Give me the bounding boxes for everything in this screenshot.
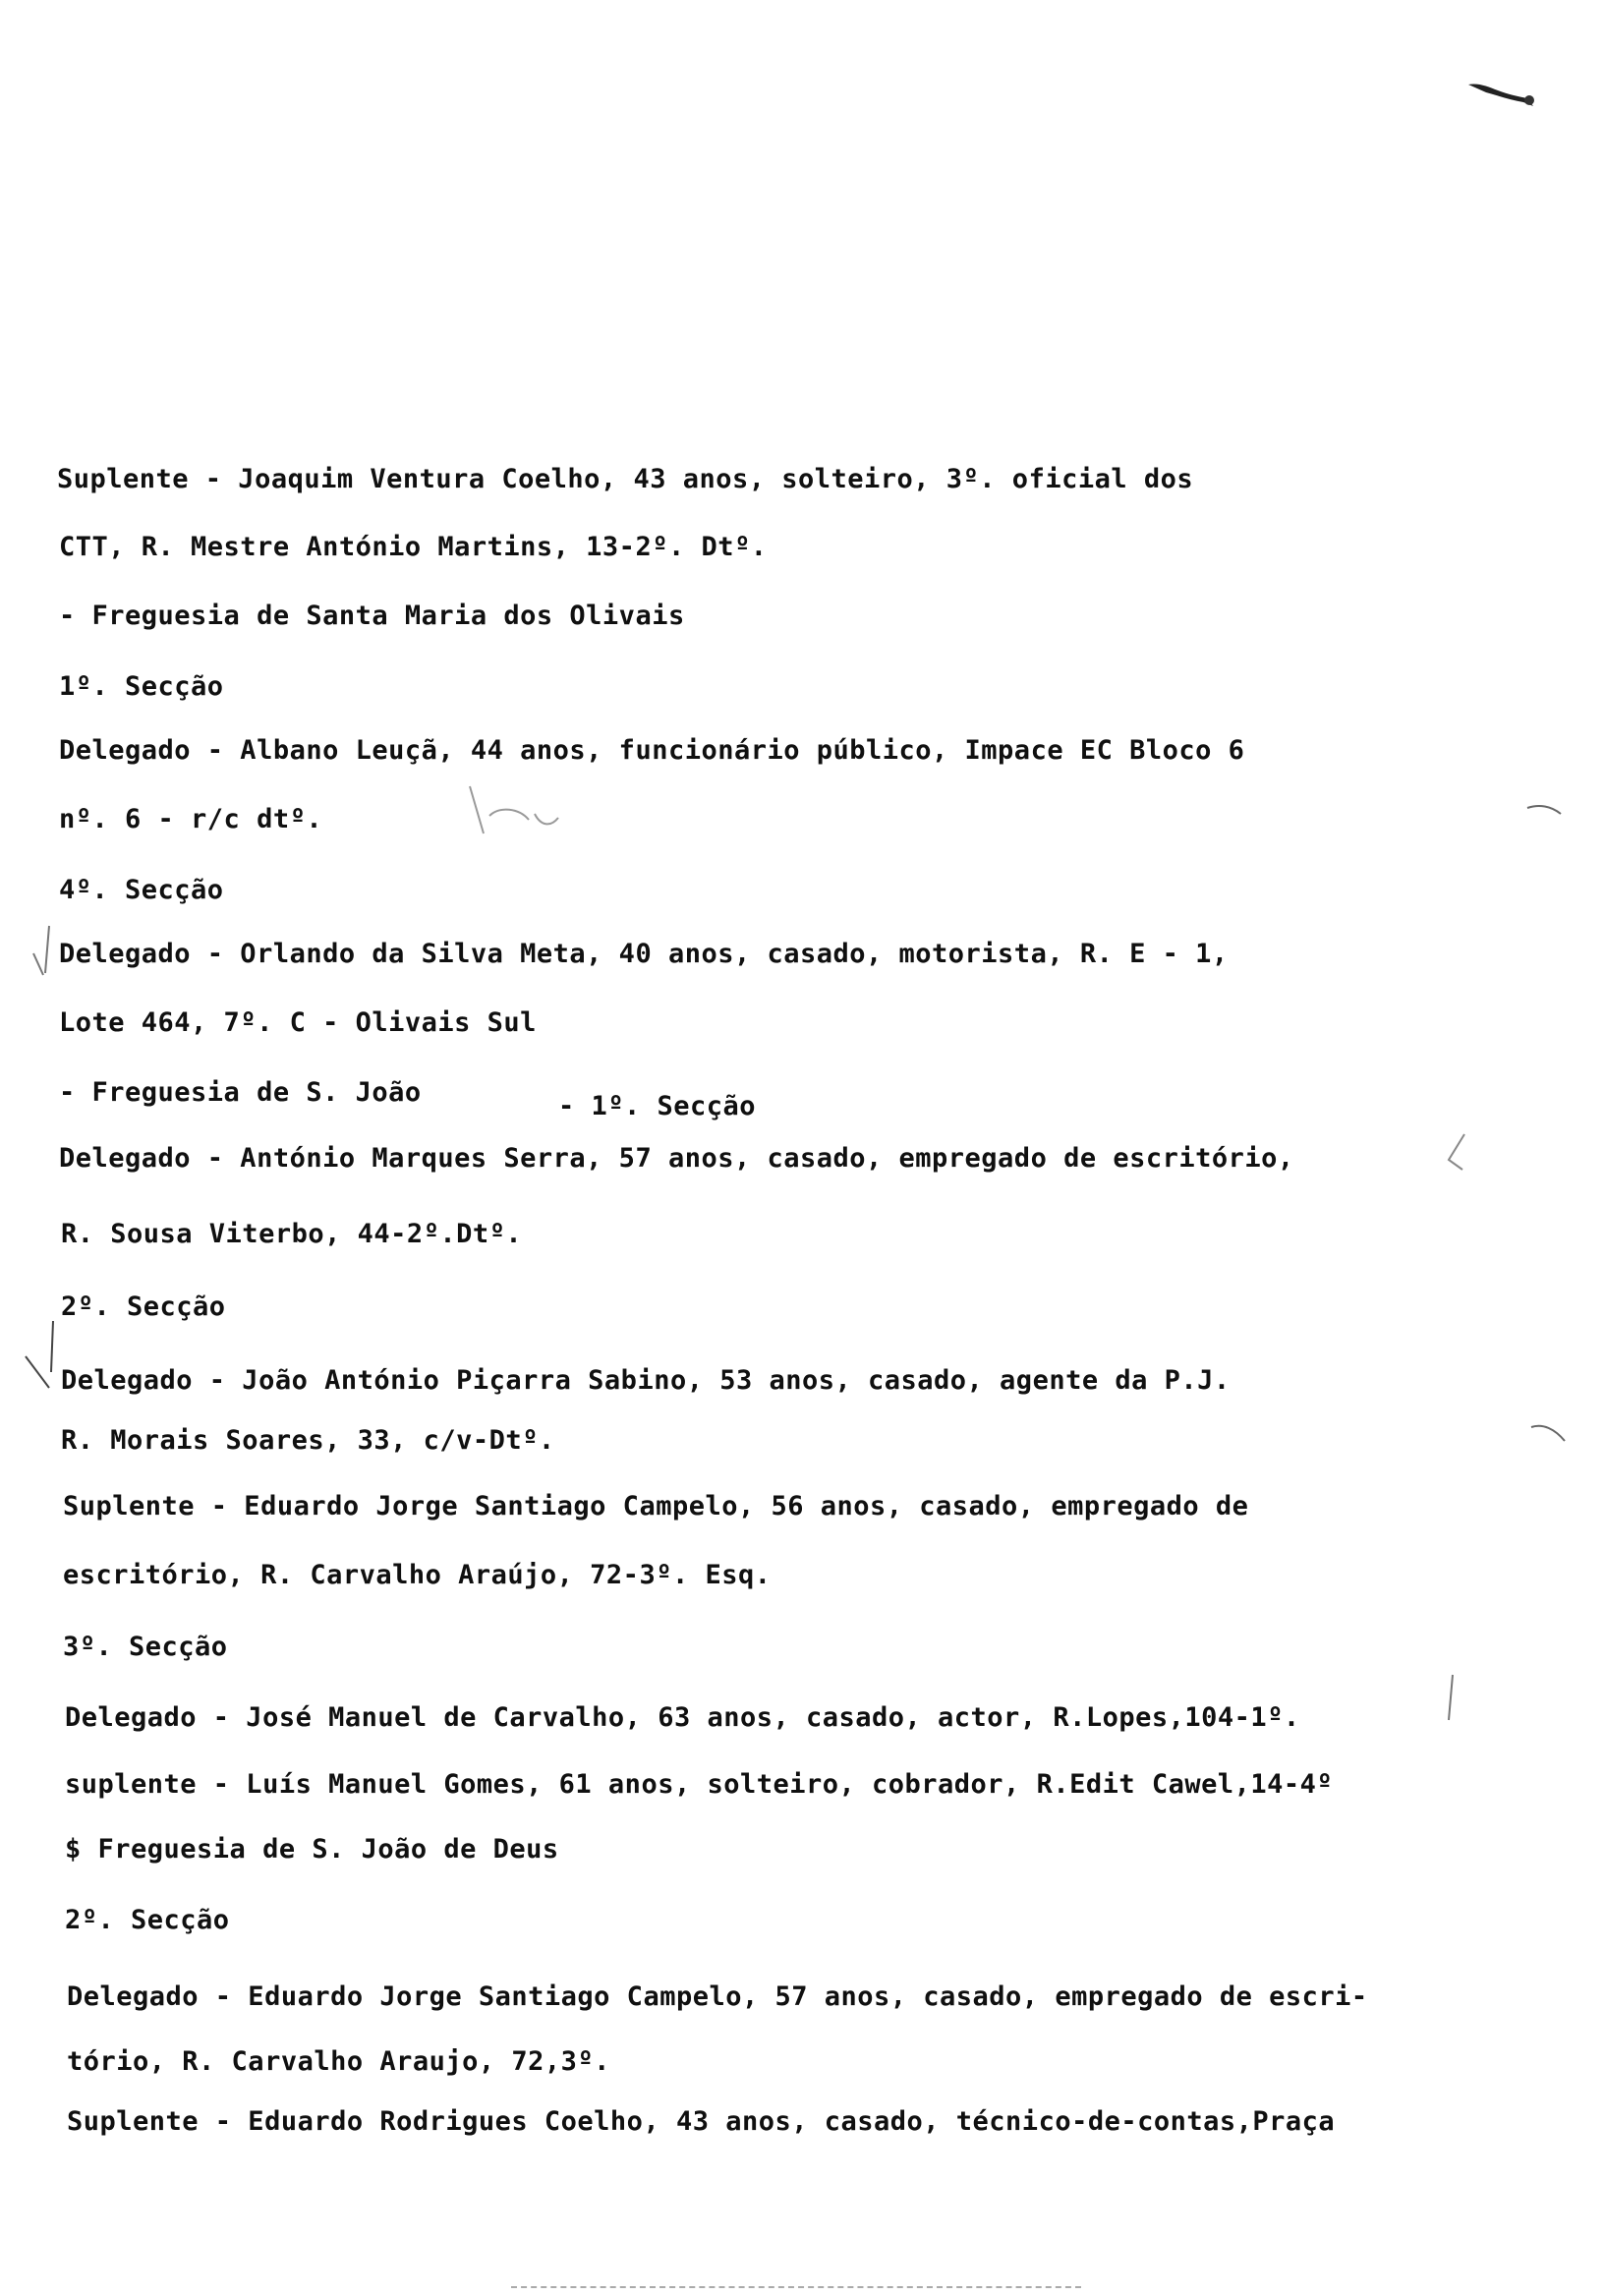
text-line-15: Delegado - João António Piçarra Sabino, 53 anos, casado, agente da P.J. <box>61 1365 1231 1396</box>
text-line-9: Lote 464, 7º. C - Olivais Sul <box>59 1007 537 1038</box>
text-line-3: - Freguesia de Santa Maria dos Olivais <box>59 601 685 631</box>
text-line-18: escritório, R. Carvalho Araújo, 72-3º. Esq. <box>63 1560 772 1590</box>
text-line-6: nº. 6 - r/c dtº. <box>59 804 323 834</box>
ink-smudge-mark <box>1464 77 1543 116</box>
margin-mark-left-1 <box>29 924 59 983</box>
text-line-5: Delegado - Albano Leuçã, 44 anos, funcionário público, Impace EC Bloco 6 <box>59 735 1245 766</box>
margin-mark-right-3 <box>1525 800 1565 820</box>
margin-mark-right-1 <box>1435 1130 1474 1179</box>
text-line-19: 3º. Secção <box>63 1632 228 1662</box>
text-line-14: 2º. Secção <box>61 1292 226 1322</box>
text-line-12: Delegado - António Marques Serra, 57 anos, casado, empregado de escritório, <box>59 1143 1294 1174</box>
text-line-25: tório, R. Carvalho Araujo, 72,3º. <box>67 2046 610 2077</box>
text-line-21: suplente - Luís Manuel Gomes, 61 anos, solteiro, cobrador, R.Edit Cawel,14-4º <box>65 1769 1334 1800</box>
text-line-11: - 1º. Secção <box>558 1091 757 1121</box>
text-line-23: 2º. Secção <box>65 1905 230 1935</box>
text-line-10: - Freguesia de S. João <box>59 1077 422 1108</box>
text-line-17: Suplente - Eduardo Jorge Santiago Campelo, 56 anos, casado, empregado de <box>63 1491 1249 1521</box>
bottom-rule <box>511 2286 1081 2288</box>
text-line-7: 4º. Secção <box>59 875 224 905</box>
handwritten-mark <box>460 776 568 845</box>
text-line-8: Delegado - Orlando da Silva Meta, 40 anos, casado, motorista, R. E - 1, <box>59 939 1229 969</box>
text-line-2: CTT, R. Mestre António Martins, 13-2º. Dtº. <box>59 532 768 562</box>
text-line-24: Delegado - Eduardo Jorge Santiago Campelo, 57 anos, casado, empregado de escri- <box>67 1981 1368 2012</box>
margin-mark-right-2 <box>1435 1671 1464 1730</box>
text-line-13: R. Sousa Viterbo, 44-2º.Dtº. <box>61 1219 523 1249</box>
text-line-20: Delegado - José Manuel de Carvalho, 63 anos, casado, actor, R.Lopes,104-1º. <box>65 1702 1300 1733</box>
margin-mark-right-4 <box>1529 1419 1569 1449</box>
text-line-26: Suplente - Eduardo Rodrigues Coelho, 43 anos, casado, técnico-de-contas,Praça <box>67 2106 1336 2137</box>
text-line-4: 1º. Secção <box>59 671 224 702</box>
margin-mark-left-2 <box>22 1317 61 1396</box>
text-line-16: R. Morais Soares, 33, c/v-Dtº. <box>61 1425 555 1456</box>
text-line-1: Suplente - Joaquim Ventura Coelho, 43 anos, solteiro, 3º. oficial dos <box>57 464 1194 494</box>
text-line-22: $ Freguesia de S. João de Deus <box>65 1834 559 1865</box>
